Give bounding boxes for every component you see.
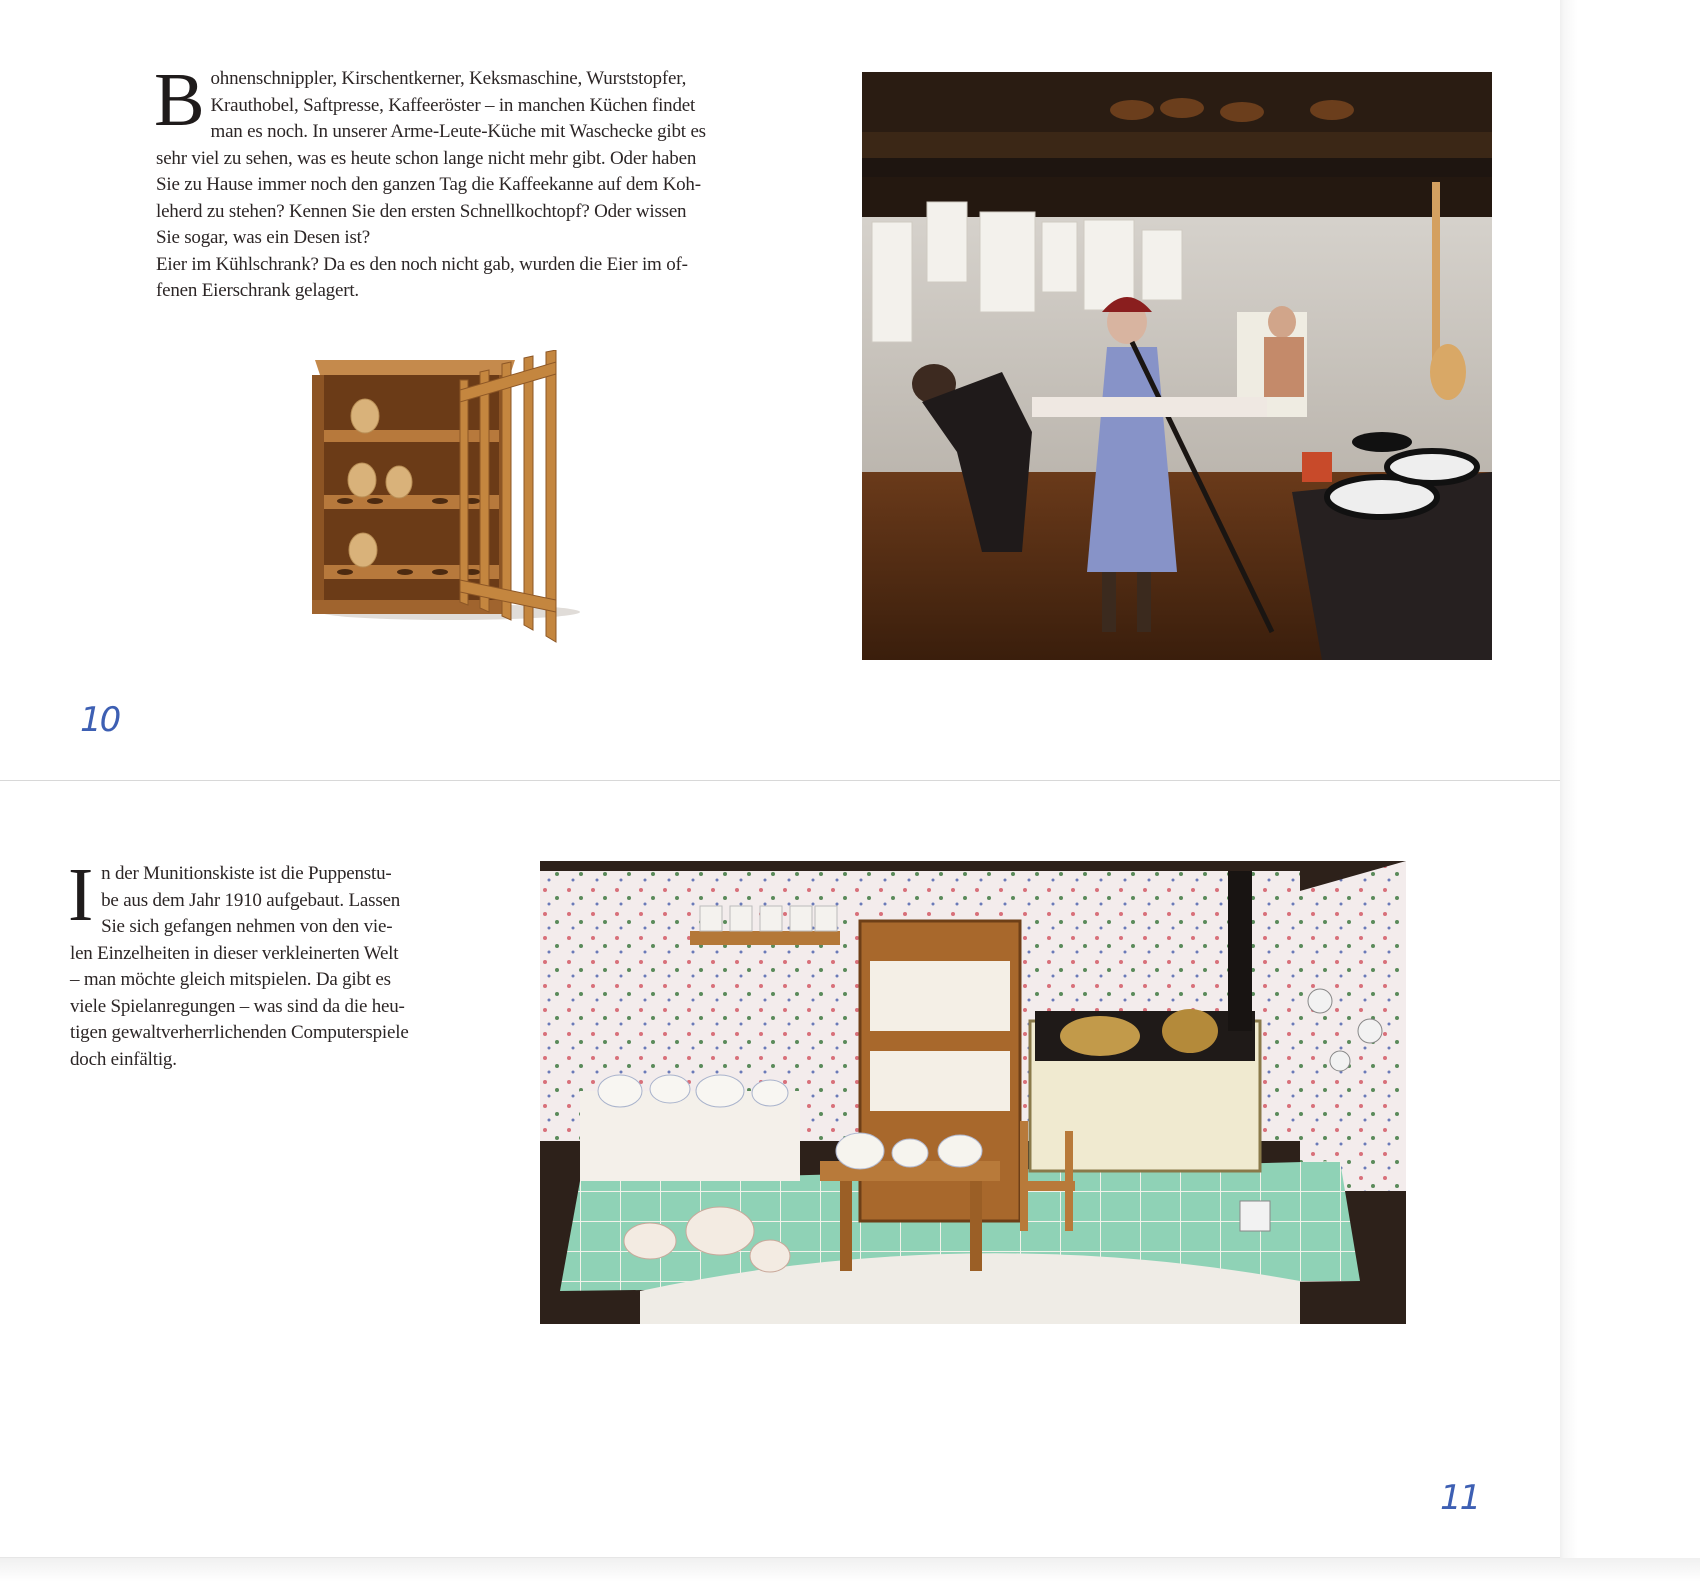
dollhouse-photo xyxy=(540,861,1406,1324)
text-line: Sie sogar, was ein Desen ist? xyxy=(156,227,370,248)
text-line: viele Spielanregungen – was sind da die heu- xyxy=(70,995,405,1017)
kitchen-photo xyxy=(862,72,1492,660)
text-line: len Einzelheiten in dieser verkleinerten Welt xyxy=(70,942,399,964)
intro-paragraph xyxy=(154,58,796,305)
handwritten-page-number: 10 xyxy=(80,700,120,740)
scan-edge xyxy=(1558,0,1700,1582)
page-10 xyxy=(0,0,1560,781)
text-line: leherd zu stehen? Kennen Sie den ersten Schnellkochtopf? Oder wissen xyxy=(156,200,687,222)
text-line: Eier im Kühlschrank? Da es den noch nicht gab, wurden die Eier im of- xyxy=(156,253,688,275)
handwritten-page-number: 11 xyxy=(1440,1478,1480,1518)
text-line: tigen gewaltverherrlichenden Computerspiele xyxy=(70,1022,409,1043)
text-line: Krauthobel, Saftpresse, Kaffeeröster – in manchen Küchen findet xyxy=(210,94,696,116)
text-line: sehr viel zu sehen, was es heute schon lange nicht mehr gibt. Oder haben xyxy=(156,147,697,169)
text-line: n der Munitionskiste ist die Puppenstu- xyxy=(101,863,392,884)
text-line: doch einfältig. xyxy=(70,1048,177,1070)
text-line: Sie sich gefangen nehmen von den vie- xyxy=(101,916,393,937)
dropcap-b: B xyxy=(154,58,205,142)
text-line: fenen Eierschrank gelagert. xyxy=(156,280,359,301)
page-11 xyxy=(0,781,1560,1558)
text-line: – man möchte gleich mitspielen. Da gibt es xyxy=(70,969,391,990)
text-line: man es noch. In unserer Arme-Leute-Küche mit Waschecke gibt es xyxy=(210,121,706,142)
text-line: ohnenschnippler, Kirschentkerner, Keksmaschine, Wurststopfer, xyxy=(210,68,687,89)
dollhouse-paragraph xyxy=(68,853,480,1073)
text-line: Sie zu Hause immer noch den ganzen Tag die Kaffeekanne auf dem Koh- xyxy=(156,174,701,195)
dropcap-i: I xyxy=(68,853,94,937)
scan-edge-bottom xyxy=(0,1558,1700,1582)
text-line: be aus dem Jahr 1910 aufgebaut. Lassen xyxy=(101,889,401,911)
egg-cabinet-image xyxy=(300,350,630,660)
